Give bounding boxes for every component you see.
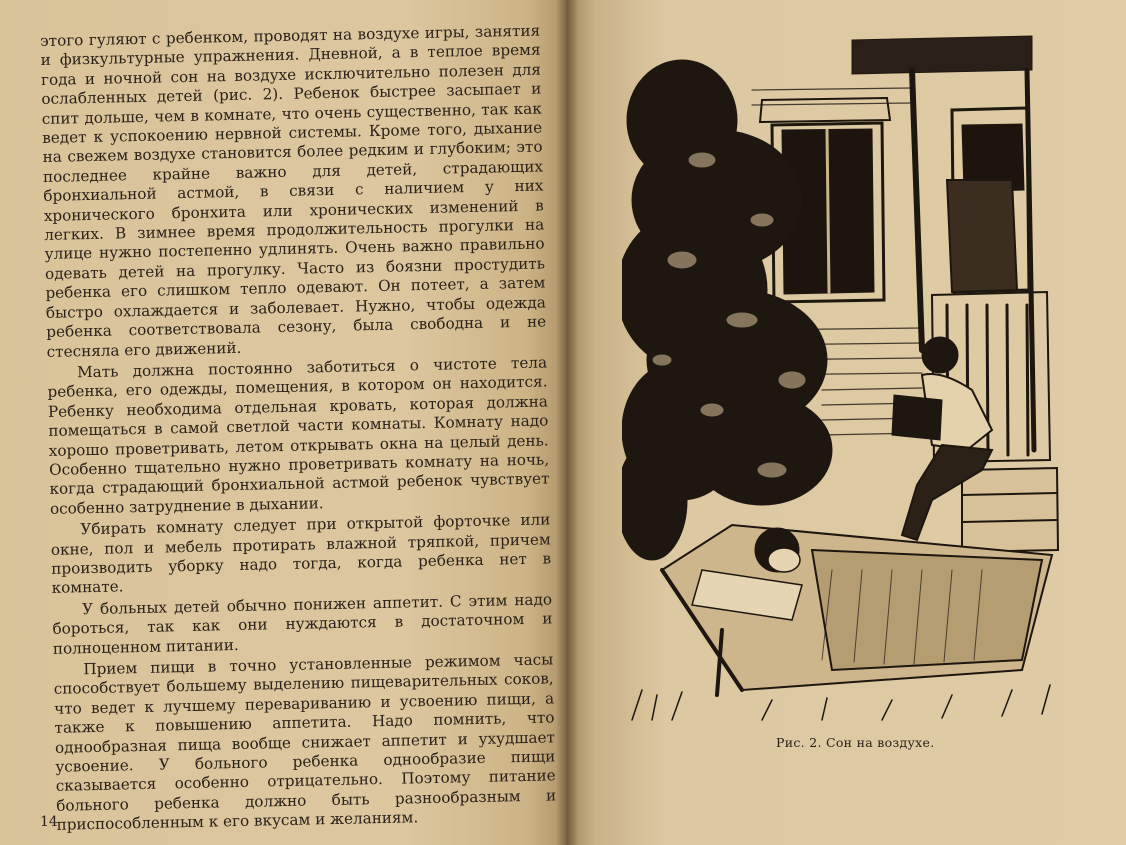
paragraph: этого гуляют с ребенком, проводят на воздухе игры, занятия и физкультурные упражнения. Дневной, а в теплое время года и ночной сон на воздухе исключительно полезен для ослабленных детей (рис. 2). Ребенок быстрее засыпает и спит дольше, чем в комнате, что очень существенно, так как ведет к успокоению нервной системы. Кроме того, дыхание на свежем воздухе становится более редким и глубоким; это последнее крайне важно для детей, страдающих бронхиальной астмой, в связи с наличием у них хронического бронхита или хронических изменений в легких. В зимнее время продолжительность прогулки на улице нужно постепенно удлинять. Очень важно правильно одевать детей на прогулку. Часто из боязни простудить ребенка его слишком тепло одевают. Он потеет, а затем быстро охлаждается и заболевает. Нужно, чтобы одежда ребенка соответствовала сезону, была свободна и не стесняла его движений. — [40, 21, 547, 361]
illustration-sleep-outdoors — [622, 30, 1062, 730]
book-gutter — [556, 0, 578, 845]
figure-caption: Рис. 2. Сон на воздухе. — [776, 735, 935, 750]
paragraph: Прием пищи в точно установленные режимом часы способствует большему выделению пищеварительных соков, что ведет к лучшему перевариванию и усвоению пищи, а также к повышению аппетита. Надо помнить, что однообразная пища вообще снижает аппетит и ухудшает усвоение. У больного ребенка однообразие пищи сказывается особенно отрицательно. Поэтому питание больного ребенка должно быть разнообразным и приспособленным к его вкусам и желаниям. — [53, 650, 557, 835]
paragraph: Мать должна постоянно заботиться о чистоте тела ребенка, его одежды, помещения, в котором он находится. Ребенку необходима отдельная кровать, которая должна помещаться в самой светлой части комнаты. Комнату надо хорошо проветривать, летом открывать окна на целый день. Особенно тщательно нужно проветривать комнату на ночь, когда страдающий бронхиальной астмой ребенок чувствует особенно затруднение в дыхании. — [47, 353, 550, 518]
body-text — [40, 22, 557, 836]
paragraph: Убирать комнату следует при открытой форточке или окне, пол и мебель протирать влажной тряпкой, причем производить уборку надо тогда, когда ребенка нет в комнате. — [50, 510, 552, 598]
paragraph: У больных детей обычно понижен аппетит. С этим надо бороться, так как они нуждаются в достаточном и полноценном питании. — [52, 590, 553, 658]
page-number: 14 — [40, 814, 58, 830]
